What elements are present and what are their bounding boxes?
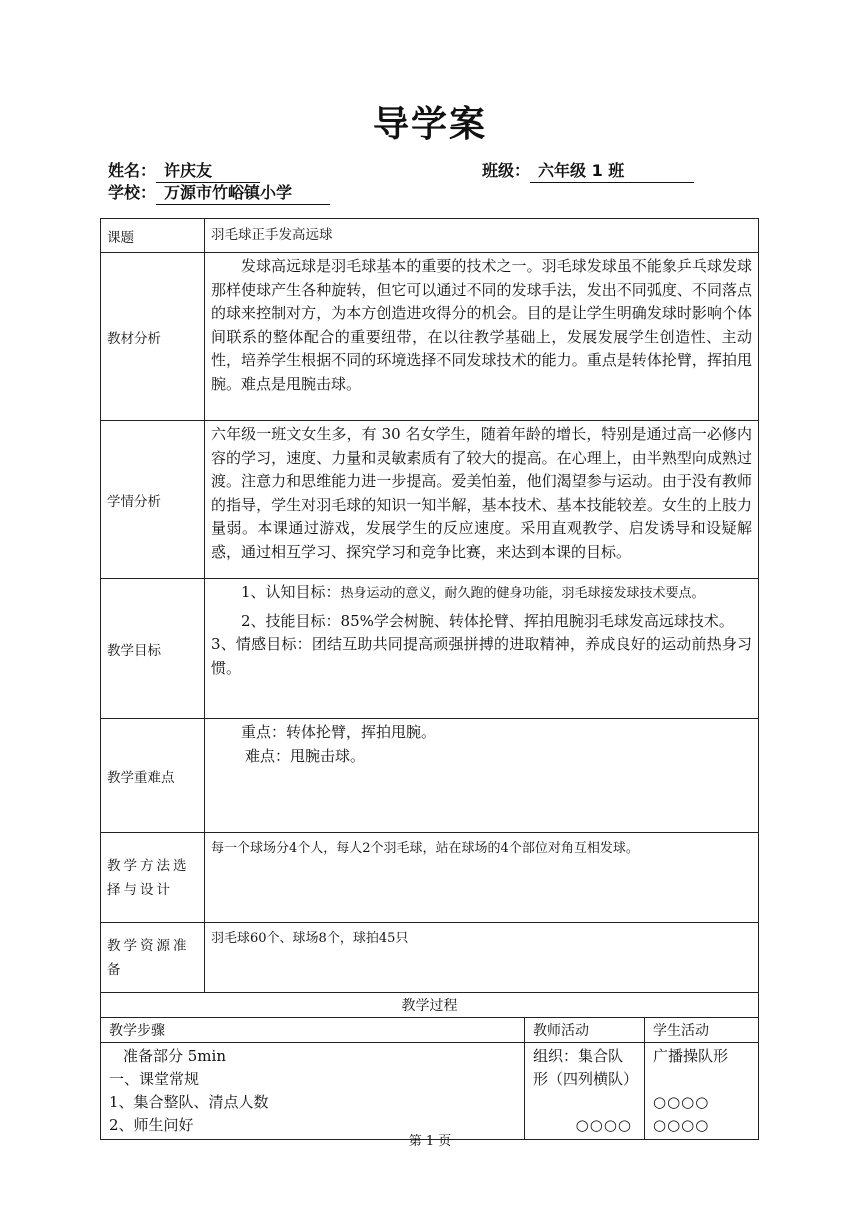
step-line: 准备部分 5min [123,1047,226,1065]
student-line: ○○○○ [653,1093,710,1111]
col-student-header: 学生活动 [645,1018,759,1043]
student-cell [645,1043,759,1140]
process-title: 教学过程 [101,993,759,1018]
students-label: 学情分析 [101,421,205,579]
teacher-line: 形（四列横队） [533,1070,639,1088]
col-steps-header: 教学步骤 [101,1018,525,1043]
page-number: 第 1 页 [408,1134,452,1149]
class-label: 班级： [482,161,531,180]
key-point: 重点：转体抡臂，挥拍甩腕。 [241,723,437,741]
lesson-plan-table [100,218,759,1140]
process-title-row [101,993,759,1018]
resources-label: 教学资源准备 [101,923,205,993]
step-line: 1、集合整队、清点人数 [109,1093,269,1111]
document-title: 导学案 [372,104,487,145]
material-label: 教材分析 [101,253,205,421]
school-value: 万源市竹峪镇小学 [156,180,330,205]
topic-label: 课题 [101,219,205,253]
material-row [101,253,759,421]
difficulty-point: 难点：甩腕击球。 [245,746,366,765]
col-teacher-header: 教师活动 [525,1018,645,1043]
name-value: 许庆友 [156,158,260,183]
keypoints-row [101,719,759,833]
teacher-line [533,1091,636,1114]
material-cell [205,253,759,421]
teacher-line: 组织：集合队 [533,1047,624,1065]
keypoints-label: 教学重难点 [101,719,205,833]
steps-cell [101,1043,525,1140]
resources-row [101,923,759,993]
student-line: ○○○○ [653,1116,710,1134]
name-label: 姓名： [108,161,157,180]
teacher-line: ○○○○ [575,1116,632,1134]
student-line: 广播操队形 [653,1047,729,1065]
topic-row [101,219,759,253]
students-text: 六年级一班文女生多，有 30 名女学生，随着年龄的增长，特别是通过高一必修内容的学习，速度、力量和灵敏素质有了较大的提高。在心理上，由半熟型向成熟过渡。注意力和思维能力进一步提高。爱美怕羞，他们渴望参与运动。由于没有教师的指导，学生对羽毛球的知识一知半解，基本技术、基本技能较差。女生的上肢力量弱。本课通过游戏，发展学生的反应速度。采用直观教学、启发诱导和设疑解惑，通过相互学习、探究学习和竞争比赛，来达到本课的目标。 [211,425,753,561]
students-row [101,421,759,579]
method-row [101,833,759,923]
school-row [108,180,330,205]
class-value: 六年级 1 班 [530,158,694,183]
goal-1-title: 1、认知目标： [241,583,341,601]
goal-1-text: 热身运动的意义，耐久跑的健身功能，羽毛球接发球技术要点。 [340,586,705,601]
process-header-row [101,1018,759,1043]
goals-row [101,579,759,719]
goal-1 [211,581,752,606]
material-text: 发球高远球是羽毛球基本的重要的技术之一。羽毛球发球虽不能象乒乓球发球那样使球产生各种旋转，但它可以通过不同的发球手法，发出不同弧度、不同落点的球来控制对方，为本方创造进攻得分的机会。目的是让学生明确发球时影响个体间联系的整体配合的重要纽带，在以往教学基础上，发展发展学生创造性、主动性，培养学生根据不同的环境选择不同发球技术的能力。重点是转体抡臂，挥拍甩腕。难点是甩腕击球。 [211,257,753,393]
resources-value: 羽毛球60个、球场8个，球拍45只 [205,923,759,993]
class-row [482,158,694,183]
process-row [101,1043,759,1140]
method-value: 每一个球场分4个人，每人2个羽毛球，站在球场的4个部位对角互相发球。 [205,833,759,923]
keypoints-cell [205,719,759,833]
student-line [653,1068,750,1091]
school-label: 学校： [108,183,157,202]
goal-2: 2、技能目标：85%学会树腕、转体抡臂、挥拍甩腕羽毛球发高远球技术。 [241,611,734,630]
teacher-cell [525,1043,645,1140]
goals-cell [205,579,759,719]
students-cell [205,421,759,579]
goal-3: 3、情感目标：团结互助共同提高顽强拼搏的进取精神，养成良好的运动前热身习惯。 [211,635,753,677]
step-line: 2、师生问好 [109,1116,194,1134]
topic-value: 羽毛球正手发高远球 [205,219,759,253]
goals-label: 教学目标 [101,579,205,719]
step-line: 一、课堂常规 [109,1070,200,1088]
method-label: 教学方法选择与设计 [101,833,205,923]
